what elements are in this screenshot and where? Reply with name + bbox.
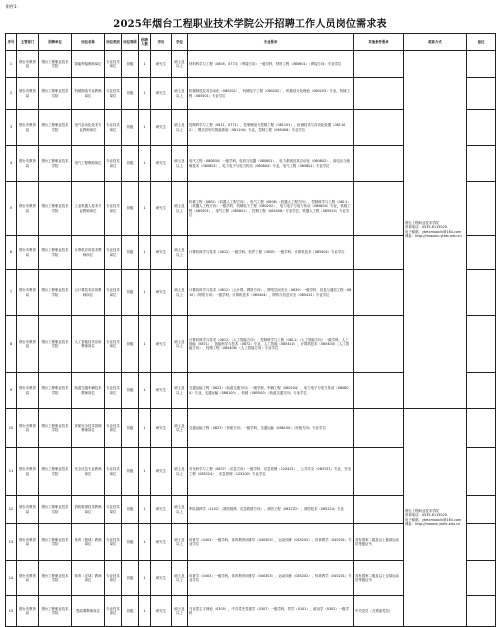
cell-major: 交通运输工程（0823）（民航方向）一级学科，交通运输（086100）（民航方向）专业学位 [188, 409, 354, 448]
cell-post: 电气工程教师岗位 [72, 146, 105, 182]
cell-remark [467, 561, 496, 596]
cell-level: 初级 [122, 448, 139, 496]
cell-other: 具有国家二级及以上足球运动员等级证书 [354, 561, 404, 596]
cell-education: 研究生 [151, 496, 172, 524]
table-row [6, 409, 496, 448]
contact-line: 咨询电话：0535-6115020 [405, 225, 447, 230]
cell-no: 9 [6, 373, 17, 409]
cell-degree: 硕士及以上 [172, 182, 188, 236]
cell-no: 15 [6, 596, 17, 627]
cell-major: 控制科学与工程（0811、0771），控制理论与控制工程（081101），检测技术与自动化装置（081102），模式识别与智能系统（081104）专业，控制工程（085406）专业学位 [188, 110, 354, 146]
header-degree: 学位 [172, 34, 188, 51]
cell-remark [467, 78, 496, 110]
header-count: 招聘人数 [139, 34, 151, 51]
cell-degree: 硕士及以上 [172, 409, 188, 448]
cell-dept: 烟台市教育局 [17, 373, 39, 409]
header-other: 其他条件要求 [354, 34, 404, 51]
cell-remark [467, 596, 496, 627]
cell-category: 专业技术岗位 [105, 596, 122, 627]
cell-education: 研究生 [151, 51, 172, 78]
cell-remark [467, 182, 496, 236]
cell-level: 初级 [122, 146, 139, 182]
cell-dept: 烟台市教育局 [17, 596, 39, 627]
cell-education: 研究生 [151, 373, 172, 409]
cell-education: 研究生 [151, 146, 172, 182]
cell-dept: 烟台市教育局 [17, 270, 39, 316]
cell-dept: 烟台市教育局 [17, 409, 39, 448]
cell-count: 1 [139, 373, 151, 409]
cell-count: 1 [139, 236, 151, 270]
cell-post: 人工智能技术应用教师岗位 [72, 316, 105, 373]
cell-post: 轨道交通车辆技术教师岗位 [72, 373, 105, 409]
cell-no: 13 [6, 524, 17, 561]
cell-dept: 烟台市教育局 [17, 182, 39, 236]
cell-other: 具有国家二级及以上篮球运动员等级证书 [354, 524, 404, 561]
cell-remark [467, 236, 496, 270]
cell-no: 5 [6, 182, 17, 236]
cell-category: 专业技术岗位 [105, 561, 122, 596]
cell-other [354, 110, 404, 146]
cell-major: 材料科学与工程（0805、0773）（焊接方向）一级学科，材料工程（085601）（焊接方向）专业学位 [188, 51, 354, 78]
cell-no: 14 [6, 561, 17, 596]
cell-category: 专业技术岗位 [105, 524, 122, 561]
cell-degree: 硕士及以上 [172, 78, 188, 110]
cell-education: 研究生 [151, 182, 172, 236]
cell-count: 1 [139, 78, 151, 110]
cell-category: 专业技术岗位 [105, 51, 122, 78]
cell-remark [467, 496, 496, 524]
cell-level: 初级 [122, 596, 139, 627]
cell-unit: 烟台工程职业技术学院 [39, 110, 72, 146]
cell-unit: 烟台工程职业技术学院 [39, 409, 72, 448]
header-category: 岗位类别 [105, 34, 122, 51]
cell-major: 交通运输工程（0823）（轨道交通方向）一级学科，车辆工程（080204），电力电子与电力传动（080804）专业，交通运输（086100），机械（085500）（轨道交通方向）专业学位 [188, 373, 354, 409]
cell-level: 初级 [122, 236, 139, 270]
cell-count: 1 [139, 561, 151, 596]
contact-line: 烟台工程职业技术学院 [405, 221, 439, 226]
cell-category: 专业技术岗位 [105, 270, 122, 316]
cell-dept: 烟台市教育局 [17, 561, 39, 596]
cell-unit: 烟台工程职业技术学院 [39, 524, 72, 561]
cell-level: 初级 [122, 51, 139, 78]
contact-line: 咨询电话：0535-6115020 [405, 513, 447, 518]
cell-unit: 烟台工程职业技术学院 [39, 270, 72, 316]
contact-line: 电子邮箱：ytetcmaoxin@163.com [405, 229, 462, 234]
cell-degree: 硕士及以上 [172, 496, 188, 524]
cell-category: 专业技术岗位 [105, 496, 122, 524]
cell-degree: 硕士及以上 [172, 596, 188, 627]
cell-post: 消防救援技术教师岗位 [72, 496, 105, 524]
cell-no: 1 [6, 51, 17, 78]
cell-other [354, 373, 404, 409]
cell-major: 体育学（0403）一级学科，体育教育训练学（040303），运动训练（045202），体育教学（045201）专业学位 [188, 561, 354, 596]
cell-other [354, 496, 404, 524]
contact-info [404, 409, 467, 627]
cell-category: 专业技术岗位 [105, 236, 122, 270]
cell-category: 专业技术岗位 [105, 78, 122, 110]
contact-info [404, 51, 467, 409]
cell-unit: 烟台工程职业技术学院 [39, 51, 72, 78]
cell-category: 专业技术岗位 [105, 182, 122, 236]
cell-level: 初级 [122, 316, 139, 373]
cell-level: 初级 [122, 110, 139, 146]
cell-degree: 硕士及以上 [172, 270, 188, 316]
cell-other [354, 236, 404, 270]
cell-count: 1 [139, 448, 151, 496]
cell-dept: 烟台市教育局 [17, 524, 39, 561]
cell-no: 7 [6, 270, 17, 316]
cell-count: 1 [139, 316, 151, 373]
cell-count: 1 [139, 182, 151, 236]
cell-dept: 烟台市教育局 [17, 316, 39, 373]
cell-post: 体育（篮球）教师岗位 [72, 524, 105, 561]
cell-other [354, 448, 404, 496]
attachment-label: 附件1： [6, 4, 21, 9]
cell-category: 专业技术岗位 [105, 146, 122, 182]
header-row [6, 34, 496, 51]
cell-no: 6 [6, 236, 17, 270]
cell-major: 安全科学与工程（0837）（应急方向）一级学科，应急管理（1204Z1），公共安全（0837Z1）专业，安全工程（085224），应急管理（125200）专业学位 [188, 448, 354, 496]
cell-level: 初级 [122, 270, 139, 316]
cell-no: 3 [6, 110, 17, 146]
cell-post: 思政课教师岗位 [72, 596, 105, 627]
cell-category: 专业技术岗位 [105, 110, 122, 146]
cell-category: 专业技术岗位 [105, 316, 122, 373]
cell-unit: 烟台工程职业技术学院 [39, 561, 72, 596]
cell-other [354, 409, 404, 448]
cell-level: 初级 [122, 182, 139, 236]
cell-major: 计算机科学与技术（0812）（云计算、网络方向）、网络空间安全（0839）一级学科，信息与通信工程（0810）（网络方向）一级学科，计算机技术（085404），网络与信息安全（085412）专业学位 [188, 270, 354, 316]
cell-degree: 硕士及以上 [172, 110, 188, 146]
contact-line: 网址：http://maoxin.ytetc.edu.cn [405, 521, 461, 526]
cell-post: 云计算技术应用教师岗位 [72, 270, 105, 316]
cell-unit: 烟台工程职业技术学院 [39, 448, 72, 496]
cell-post: 计算机应用技术教师岗位 [72, 236, 105, 270]
cell-other [354, 182, 404, 236]
cell-unit: 烟台工程职业技术学院 [39, 236, 72, 270]
table-row [6, 51, 496, 78]
cell-level: 初级 [122, 524, 139, 561]
cell-degree: 硕士及以上 [172, 448, 188, 496]
cell-other [354, 316, 404, 373]
cell-post: 工业机器人技术专业教师岗位 [72, 182, 105, 236]
cell-remark [467, 110, 496, 146]
cell-remark [467, 146, 496, 182]
cell-major: 机械工程（0802）（机器人工程方向）、电气工程（0808）（机器人工程方向）、控制科学与工程（0811）（机器人工程方向）一级学科，机械电子工程（080202），电力电子与电力传动（080804）专业，机械工程（085501），电气工程（085801），控制工程（085406）专业学位，机器人工程（085510）专业学位 [188, 182, 354, 236]
cell-level: 初级 [122, 496, 139, 524]
cell-unit: 烟台工程职业技术学院 [39, 78, 72, 110]
cell-education: 研究生 [151, 524, 172, 561]
cell-dept: 烟台市教育局 [17, 110, 39, 146]
header-post: 岗位名称 [72, 34, 105, 51]
header-major: 专业要求 [188, 34, 354, 51]
cell-other [354, 270, 404, 316]
cell-post: 机械制造专业教师岗位 [72, 78, 105, 110]
cell-dept: 烟台市教育局 [17, 448, 39, 496]
cell-other: 中共党员（含预备党员） [354, 596, 404, 627]
cell-degree: 硕士及以上 [172, 373, 188, 409]
cell-unit: 烟台工程职业技术学院 [39, 316, 72, 373]
cell-count: 1 [139, 110, 151, 146]
cell-dept: 烟台市教育局 [17, 78, 39, 110]
cell-other [354, 78, 404, 110]
cell-remark [467, 270, 496, 316]
cell-post: 安全应急专业教师岗位 [72, 448, 105, 496]
cell-education: 研究生 [151, 316, 172, 373]
cell-major: 机械制造及其自动化（080201），机械电子工程（080202），机械设计及理论（080203）专业，机械工程（085501）专业学位 [188, 78, 354, 110]
cell-category: 专业技术岗位 [105, 409, 122, 448]
cell-remark [467, 316, 496, 373]
cell-count: 1 [139, 496, 151, 524]
cell-degree: 硕士及以上 [172, 561, 188, 596]
cell-education: 研究生 [151, 596, 172, 627]
cell-major: 计算机科学与技术（0812）一级学科，软件工程（0835）一级学科，计算机技术（085404）专业学位 [188, 236, 354, 270]
cell-major: 体育学（0403）一级学科，体育教育训练学（040303），运动训练（045202），体育教学（045201）专业学位 [188, 524, 354, 561]
cell-no: 11 [6, 448, 17, 496]
cell-other [354, 146, 404, 182]
cell-no: 4 [6, 146, 17, 182]
cell-major: 军队指挥学（1102）（消防指挥、应急救援方向），消防工程（0837Z2），消防技术（085224）专业 [188, 496, 354, 524]
header-remark: 备注 [467, 34, 496, 51]
cell-dept: 烟台市教育局 [17, 51, 39, 78]
cell-count: 1 [139, 270, 151, 316]
header-dept: 主管部门 [17, 34, 39, 51]
cell-no: 10 [6, 409, 17, 448]
recruitment-table [5, 33, 496, 627]
cell-post: 体育（足球）教师岗位 [72, 561, 105, 596]
cell-category: 专业技术岗位 [105, 373, 122, 409]
contact-line: 烟台工程职业技术学院 [405, 509, 439, 514]
cell-degree: 硕士及以上 [172, 236, 188, 270]
cell-unit: 烟台工程职业技术学院 [39, 373, 72, 409]
cell-no: 2 [6, 78, 17, 110]
cell-unit: 烟台工程职业技术学院 [39, 496, 72, 524]
cell-count: 1 [139, 146, 151, 182]
cell-unit: 烟台工程职业技术学院 [39, 146, 72, 182]
cell-post: 民航安全技术管理教师岗位 [72, 409, 105, 448]
cell-count: 1 [139, 524, 151, 561]
header-education: 学历 [151, 34, 172, 51]
contact-line: 电子邮箱：ytetcmaoxin@163.com [405, 517, 462, 522]
cell-education: 研究生 [151, 448, 172, 496]
cell-degree: 硕士及以上 [172, 524, 188, 561]
cell-level: 初级 [122, 409, 139, 448]
cell-degree: 硕士及以上 [172, 146, 188, 182]
cell-remark [467, 448, 496, 496]
cell-education: 研究生 [151, 78, 172, 110]
recruitment-table-wrapper [5, 33, 495, 615]
cell-unit: 烟台工程职业技术学院 [39, 182, 72, 236]
cell-count: 1 [139, 409, 151, 448]
header-contact: 联系方式 [404, 34, 467, 51]
header-level: 岗位等级 [122, 34, 139, 51]
cell-category: 专业技术岗位 [105, 448, 122, 496]
cell-level: 初级 [122, 78, 139, 110]
cell-post: 电气自动化技术专业教师岗位 [72, 110, 105, 146]
cell-dept: 烟台市教育局 [17, 236, 39, 270]
cell-dept: 烟台市教育局 [17, 496, 39, 524]
page-title: 2025年烟台工程职业技术学院公开招聘工作人员岗位需求表 [113, 19, 387, 30]
cell-education: 研究生 [151, 270, 172, 316]
cell-remark [467, 524, 496, 561]
cell-no: 8 [6, 316, 17, 373]
table-body [6, 51, 496, 627]
cell-no: 12 [6, 496, 17, 524]
cell-dept: 烟台市教育局 [17, 146, 39, 182]
cell-education: 研究生 [151, 409, 172, 448]
cell-post: 智能焊接教师岗位 [72, 51, 105, 78]
cell-major: 电气工程（080800）一级学科，电机与电器（080801），电力系统及其自动化（080802），高电压与绝缘技术（080803），电力电子与电力传动（080804）专业，电气工程（085801）专业学位 [188, 146, 354, 182]
cell-count: 1 [139, 51, 151, 78]
cell-education: 研究生 [151, 236, 172, 270]
cell-degree: 硕士及以上 [172, 51, 188, 78]
cell-other [354, 51, 404, 78]
cell-count: 1 [139, 596, 151, 627]
header-unit: 招聘单位 [39, 34, 72, 51]
contact-line: 网址：http://rmaoxin.ytetc.edu.cn [405, 233, 462, 238]
cell-remark [467, 373, 496, 409]
cell-education: 研究生 [151, 561, 172, 596]
cell-major: 计算机科学与技术（0812）（人工智能方向），控制科学与工程（0811）（人工智能方向）一级学科，人工智能（0871），智能科学与技术（0872）专业，人工智能（085410），计算机技术（085404）（人工智能方向），控制工程（085406）（人工智能方向）专业学位 [188, 316, 354, 373]
header-no: 序号 [6, 34, 17, 51]
cell-remark [467, 409, 496, 448]
cell-remark [467, 51, 496, 78]
cell-education: 研究生 [151, 110, 172, 146]
cell-unit: 烟台工程职业技术学院 [39, 596, 72, 627]
cell-level: 初级 [122, 561, 139, 596]
cell-degree: 硕士及以上 [172, 316, 188, 373]
cell-major: 马克思主义理论（0305），中共党史党建学（0307）一级学科，哲学（0101），政治学（0302）一级学科 [188, 596, 354, 627]
cell-level: 初级 [122, 373, 139, 409]
